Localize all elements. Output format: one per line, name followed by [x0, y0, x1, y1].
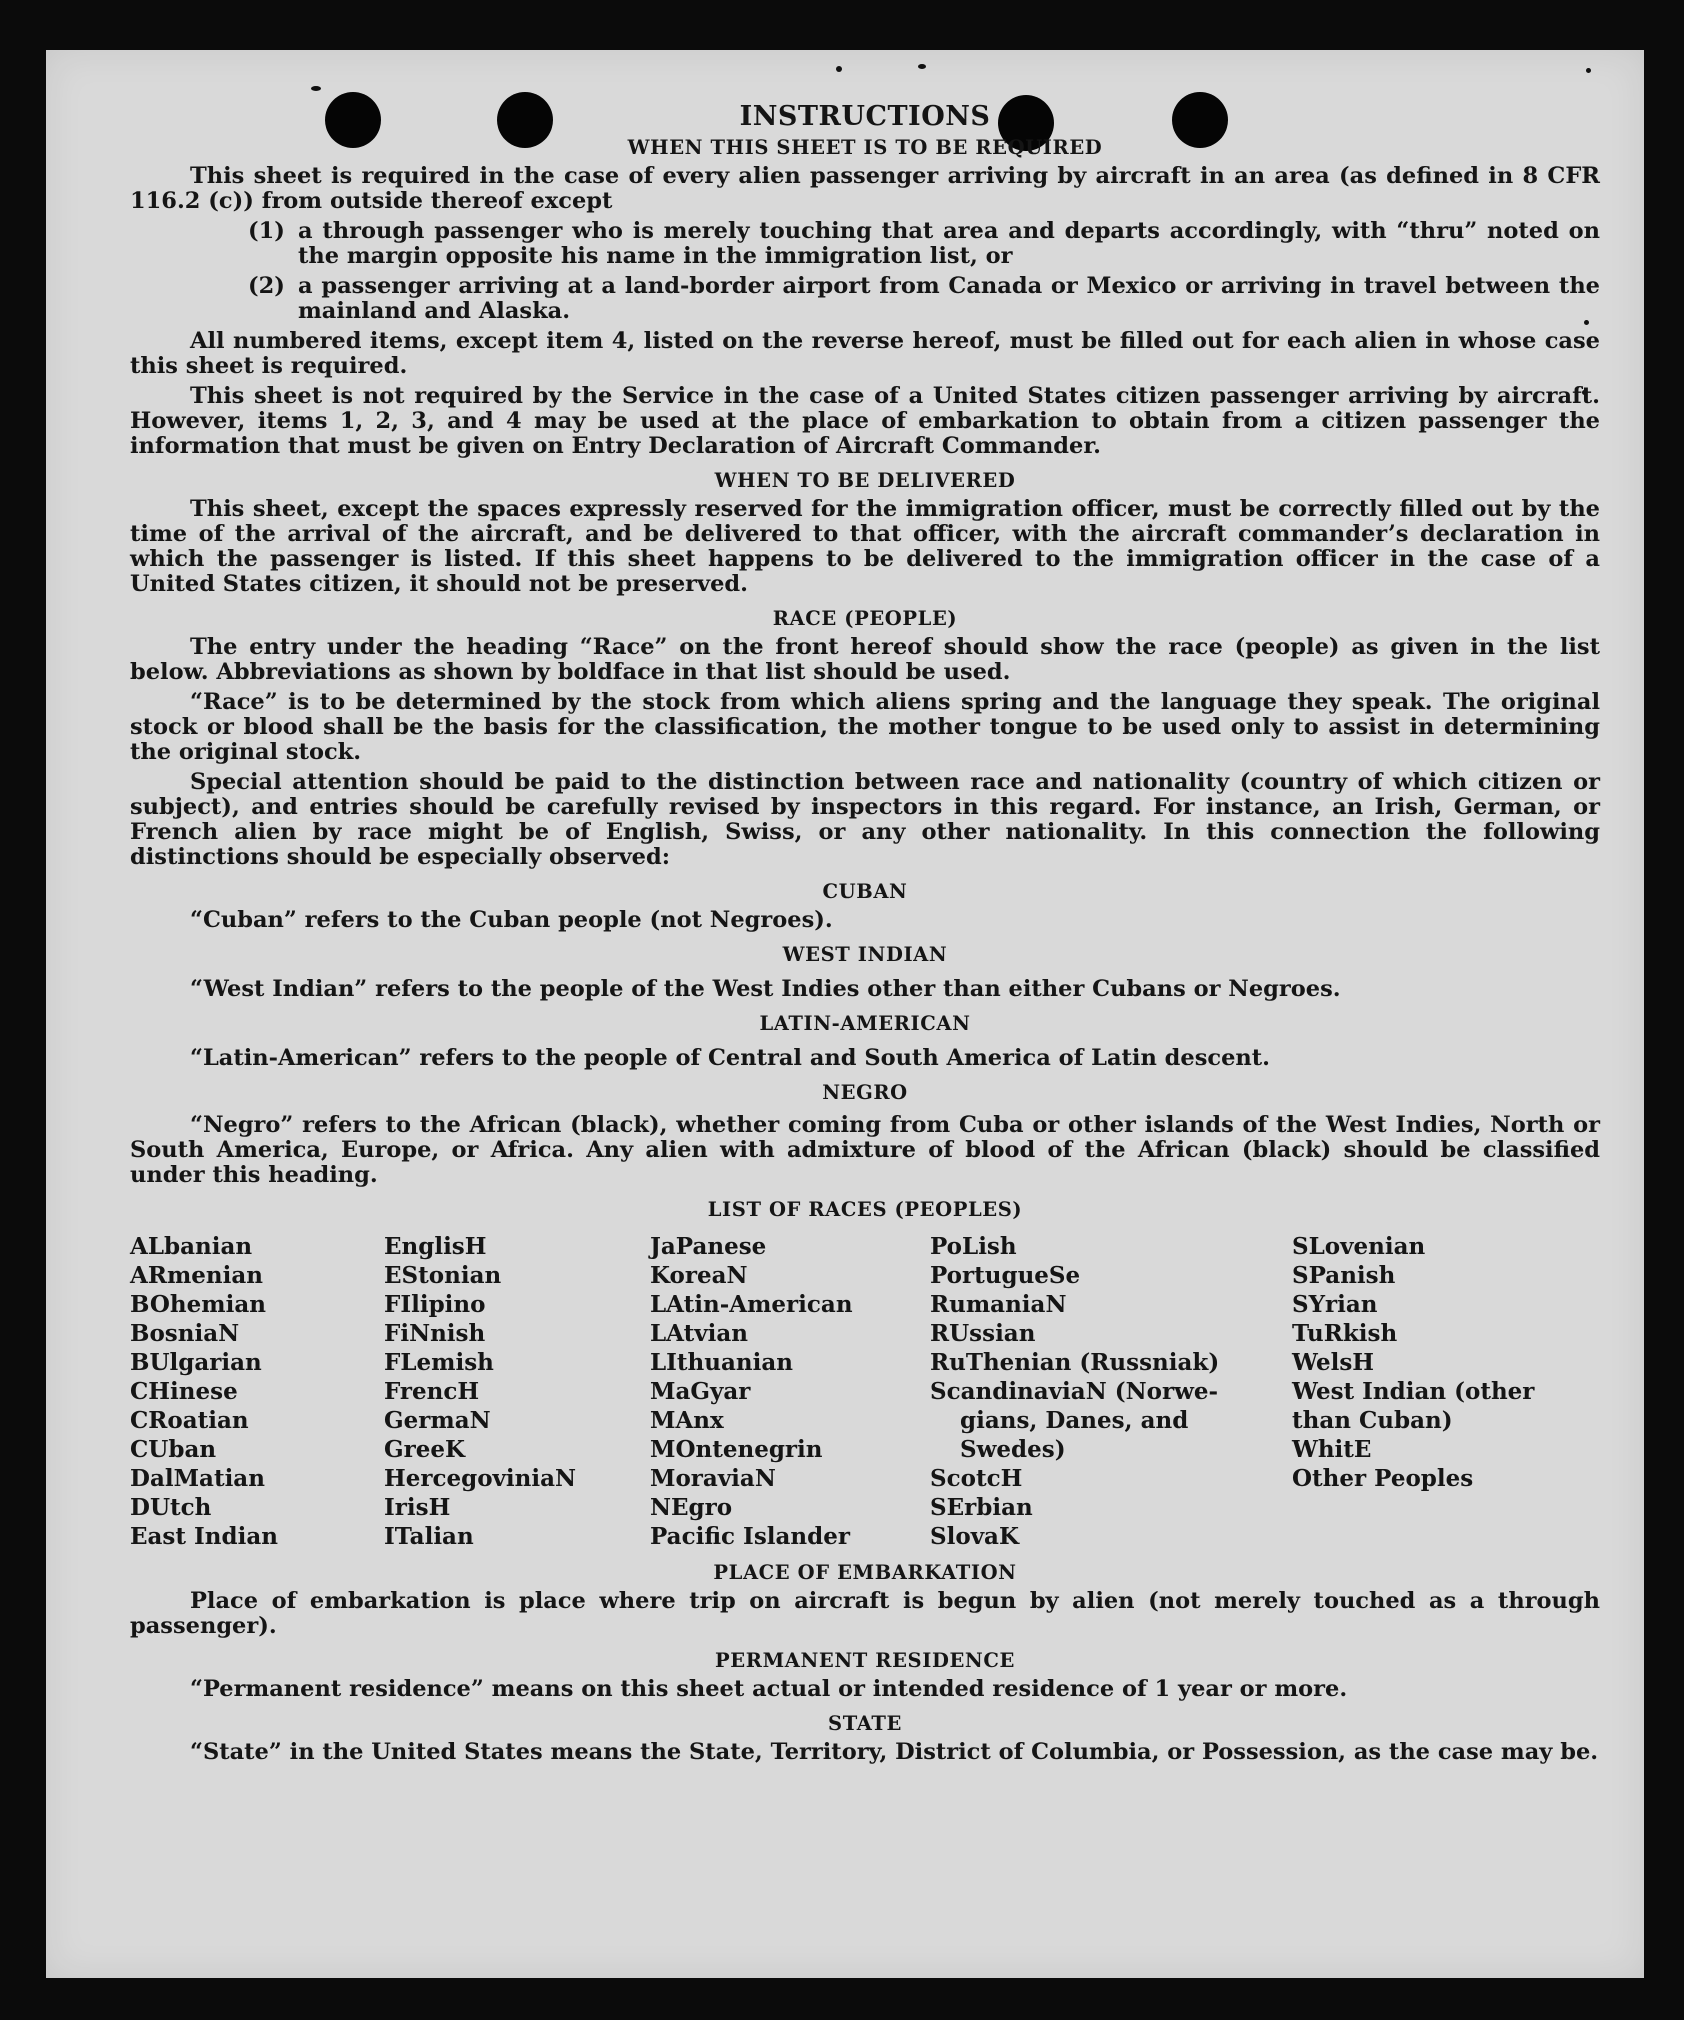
race-entry: ScotcH [930, 1465, 1023, 1492]
race-entry: GermaN [384, 1407, 491, 1434]
race-entry: BUlgarian [130, 1349, 262, 1376]
race-entry: SlovaK [930, 1523, 1019, 1550]
speck [311, 86, 321, 91]
document-sheet [46, 50, 1644, 1978]
race-entry: LAtvian [650, 1320, 748, 1347]
race-entry: FLemish [384, 1349, 494, 1376]
cuban-text: “Cuban” refers to the Cuban people (not Negroes). [190, 907, 833, 933]
race-entry: ITalian [384, 1523, 474, 1550]
race-entry: ARmenian [130, 1262, 264, 1289]
heading-when-delivered: WHEN TO BE DELIVERED [714, 469, 1016, 492]
race-entry: MaGyar [650, 1378, 751, 1405]
race-entry: DUtch [130, 1494, 212, 1521]
races-column-5 [1292, 1232, 1592, 1551]
race-para-1: The entry under the heading “Race” on the front hereof should show the race (people) as given in the list below. Abbreviations as shown by boldface in that list should be used. [130, 634, 1600, 685]
race-entry: CRoatian [130, 1407, 249, 1434]
race-para-2: “Race” is to be determined by the stock from which aliens spring and the language they speak. The original stock or blood shall be the basis for the classification, the mother tongue to be used only to assist in determining the original stock. [130, 689, 1600, 765]
race-entry: FrencH [384, 1378, 480, 1405]
required-intro: This sheet is required in the case of every alien passenger arriving by aircraft in an area (as defined in 8 CFR 116.2 (c)) from outside thereof except [130, 163, 1600, 214]
race-entry: RuThenian (Russniak) [930, 1349, 1220, 1376]
residence-text: “Permanent residence” means on this sheet actual or intended residence of 1 year or more. [190, 1676, 1348, 1702]
heading-embarkation: PLACE OF EMBARKATION [713, 1561, 1017, 1584]
race-entry: LIthuanian [650, 1349, 793, 1376]
race-entry: WhitE [1292, 1436, 1372, 1463]
exception-number: (1) [248, 218, 285, 244]
delivered-text: This sheet, except the spaces expressly reserved for the immigration officer, must be correctly filled out by the time of the arrival of the aircraft, and be delivered to that officer, with the aircraft commander’s declaration in which the passenger is listed. If this sheet happens to be delivered to the immigration officer in the case of a United States citizen, it should not be preserved. [130, 496, 1600, 597]
race-entry: CUban [130, 1436, 217, 1463]
race-entry: JaPanese [650, 1233, 767, 1260]
race-entry: BosniaN [130, 1320, 240, 1347]
race-entry: IrisH [384, 1494, 451, 1521]
race-entry: RUssian [930, 1320, 1036, 1347]
race-entry: RumaniaN [930, 1291, 1067, 1318]
races-list [130, 1232, 1600, 1551]
west-indian-text: “West Indian” refers to the people of the West Indies other than either Cubans or Negroes. [190, 976, 1341, 1002]
required-para-2: All numbered items, except item 4, listed on the reverse hereof, must be filled out for each alien in whose case this sheet is required. [130, 328, 1600, 379]
race-entry: SPanish [1292, 1262, 1396, 1289]
race-entry: EStonian [384, 1262, 502, 1289]
race-entry-continued: gians, Danes, and [960, 1407, 1189, 1434]
race-entry: NEgro [650, 1494, 733, 1521]
embarkation-text: Place of embarkation is place where trip on aircraft is begun by alien (not merely touched as a through passenger). [130, 1588, 1600, 1639]
instructions-content [130, 101, 1600, 1770]
heading-list-of-races: LIST OF RACES (PEOPLES) [707, 1198, 1023, 1221]
races-column-4 [930, 1232, 1292, 1551]
heading-residence: PERMANENT RESIDENCE [715, 1649, 1015, 1672]
race-entry: PoLish [930, 1233, 1017, 1260]
race-entry: Pacific Islander [650, 1523, 850, 1550]
races-column-1 [130, 1232, 384, 1551]
race-entry: Other Peoples [1292, 1465, 1474, 1492]
race-entry-continued: than Cuban) [1292, 1407, 1453, 1434]
latin-american-text: “Latin-American” refers to the people of Central and South America of Latin descent. [190, 1045, 1270, 1071]
negro-text: “Negro” refers to the African (black), whether coming from Cuba or other islands of the West Indies, North or South America, Europe, or Africa. Any alien with admixture of blood of the African (black) should be classified under this heading. [130, 1112, 1600, 1188]
speck [836, 66, 842, 72]
race-entry: EnglisH [384, 1233, 487, 1260]
race-entry: East Indian [130, 1523, 278, 1550]
heading-cuban: CUBAN [822, 880, 908, 903]
races-column-3 [650, 1232, 930, 1551]
race-para-3: Special attention should be paid to the distinction between race and nationality (country of which citizen or subject), and entries should be carefully revised by inspectors in this regard. For instance, an Irish, German, or French alien by race might be of English, Swiss, or any other nationality. In this connection the following distinctions should be especially observed: [130, 769, 1600, 870]
race-entry-continued: Swedes) [960, 1436, 1066, 1463]
race-entry: PortugueSe [930, 1262, 1081, 1289]
heading-west-indian: WEST INDIAN [782, 943, 948, 966]
race-entry: SLovenian [1292, 1233, 1426, 1260]
exception-text: a passenger arriving at a land-border airport from Canada or Mexico or arriving in travel between the mainland and Alaska. [298, 273, 1600, 324]
heading-latin-american: LATIN-AMERICAN [759, 1012, 971, 1035]
exception-item [248, 219, 1600, 269]
exception-item [248, 274, 1600, 324]
exception-text: a through passenger who is merely touching that area and departs accordingly, with “thru” noted on the margin opposite his name in the immigration list, or [298, 218, 1600, 269]
speck [1586, 68, 1591, 73]
race-entry: FiNnish [384, 1320, 486, 1347]
race-entry: FIlipino [384, 1291, 486, 1318]
race-entry: BOhemian [130, 1291, 266, 1318]
race-entry: KoreaN [650, 1262, 748, 1289]
race-entry: MOntenegrin [650, 1436, 823, 1463]
heading-when-required: WHEN THIS SHEET IS TO BE REQUIRED [627, 136, 1103, 159]
heading-state: STATE [828, 1712, 902, 1735]
exception-number: (2) [248, 273, 285, 299]
race-entry: West Indian (other [1292, 1378, 1535, 1405]
race-entry: LAtin-American [650, 1291, 853, 1318]
race-entry: MoraviaN [650, 1465, 776, 1492]
required-para-3: This sheet is not required by the Service in the case of a United States citizen passenger arriving by aircraft. However, items 1, 2, 3, and 4 may be used at the place of embarkation to obtain from a citizen passenger the information that must be given on Entry Declaration of Aircraft Commander. [130, 383, 1600, 459]
race-entry: TuRkish [1292, 1320, 1398, 1347]
race-entry: MAnx [650, 1407, 724, 1434]
speck [918, 64, 926, 69]
race-entry: ALbanian [130, 1233, 253, 1260]
race-entry: SErbian [930, 1494, 1033, 1521]
race-entry: DalMatian [130, 1465, 265, 1492]
state-text: “State” in the United States means the State, Territory, District of Columbia, or Possession, as the case may be. [190, 1739, 1599, 1765]
races-column-2 [384, 1232, 650, 1551]
page-title: INSTRUCTIONS [739, 101, 991, 132]
race-entry: ScandinaviaN (Norwe- [930, 1378, 1219, 1405]
race-entry: HercegoviniaN [384, 1465, 577, 1492]
race-entry: SYrian [1292, 1291, 1378, 1318]
race-entry: WelsH [1292, 1349, 1375, 1376]
race-entry: GreeK [384, 1436, 466, 1463]
race-entry: CHinese [130, 1378, 238, 1405]
heading-race: RACE (PEOPLE) [772, 607, 958, 630]
heading-negro: NEGRO [822, 1081, 908, 1104]
